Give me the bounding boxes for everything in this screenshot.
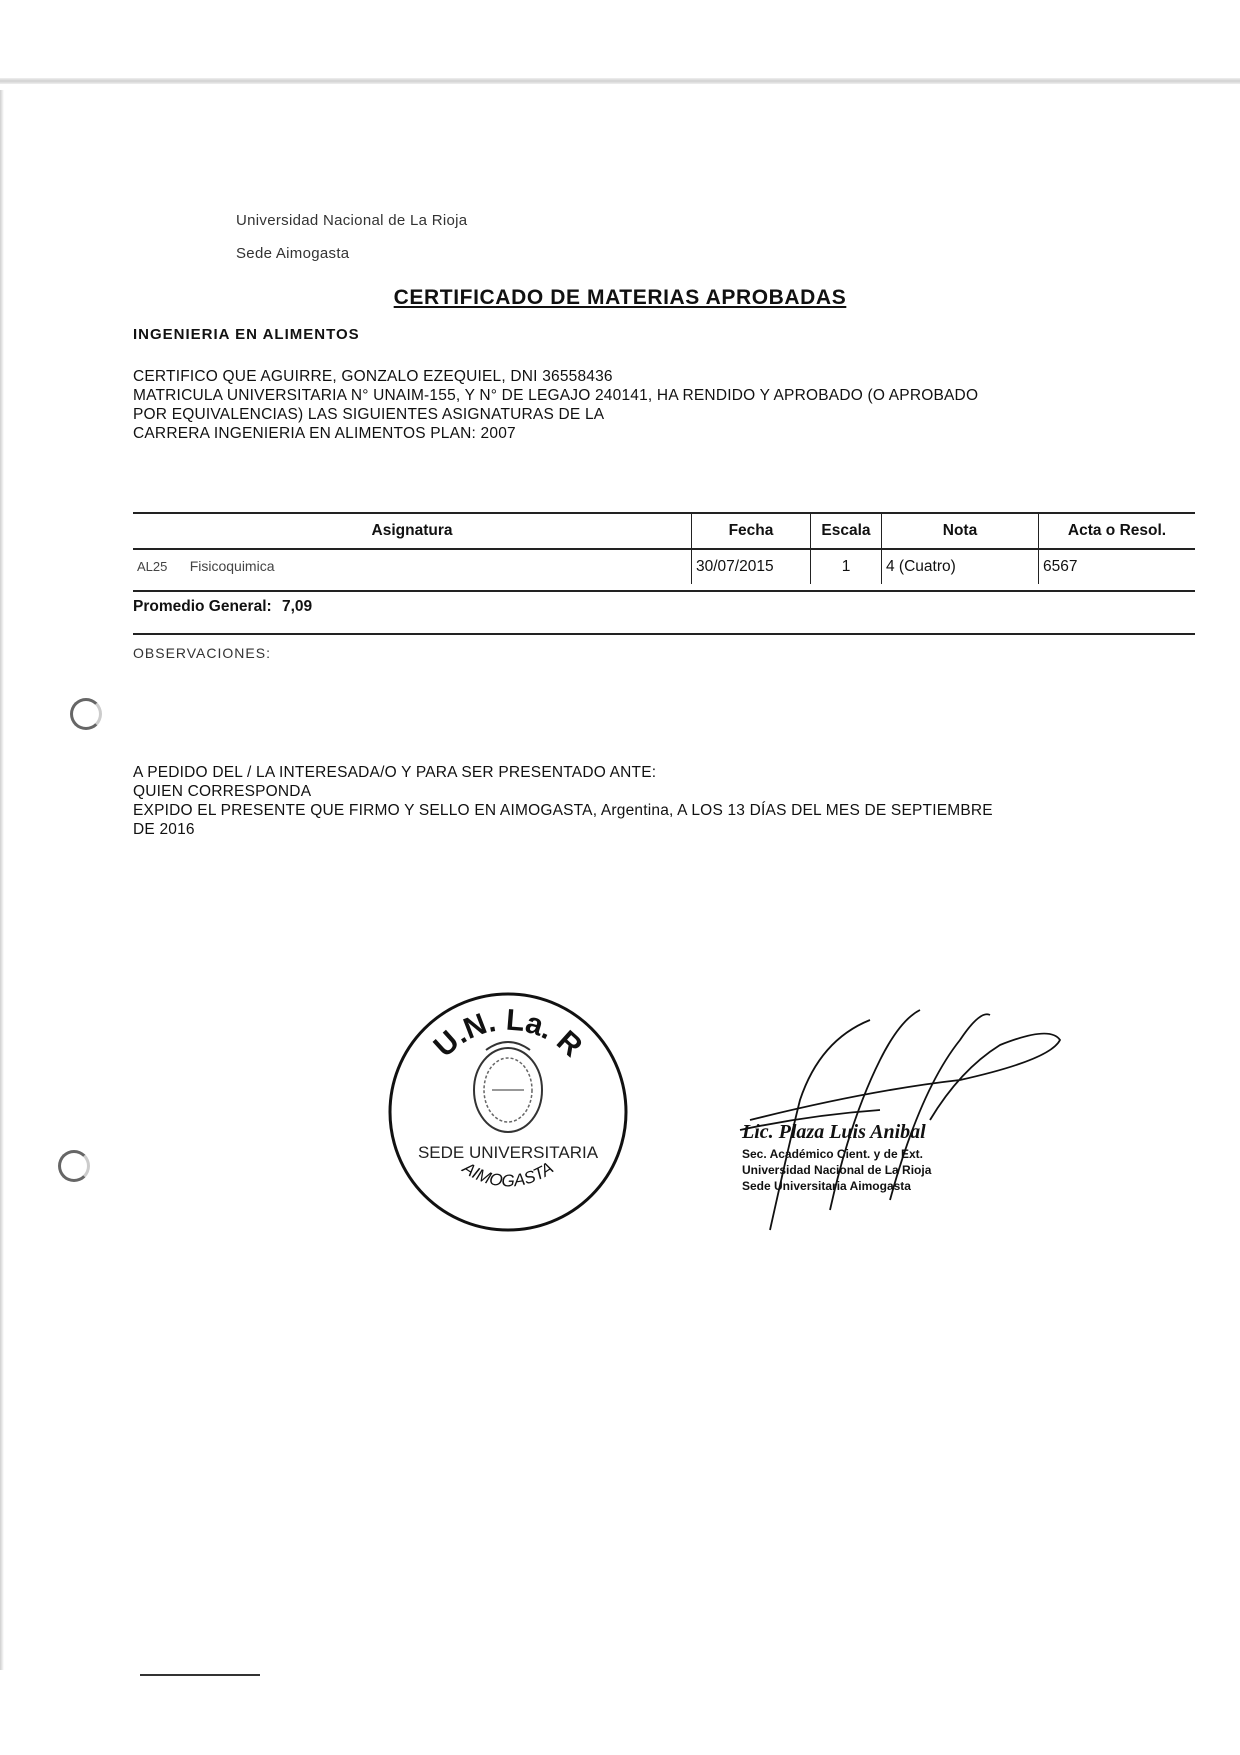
promedio-rule — [133, 633, 1195, 635]
escala-cell: 1 — [811, 549, 882, 584]
closing-line: DE 2016 — [133, 821, 195, 838]
signature-name: Lic. Plaza Luis Anibal — [742, 1121, 926, 1143]
observaciones-label: OBSERVACIONES: — [133, 645, 271, 661]
document-title: CERTIFICADO DE MATERIAS APROBADAS — [393, 286, 847, 309]
subject-name: Fisicoquimica — [189, 558, 275, 574]
table-bottom-rule — [133, 590, 1195, 592]
scan-left-edge — [0, 90, 4, 1670]
certification-line: CARRERA INGENIERIA EN ALIMENTOS PLAN: 2007 — [133, 425, 516, 442]
header-escala: Escala — [811, 513, 882, 549]
header-nota: Nota — [882, 513, 1039, 549]
certification-text — [133, 367, 978, 443]
subject-code: AL25 — [137, 559, 168, 574]
subject-cell — [133, 549, 692, 584]
certification-line: MATRICULA UNIVERSITARIA N° UNAIM-155, Y N° DE LEGAJO 240141, HA RENDIDO Y APROBADO (O APROBADO — [133, 387, 979, 404]
certification-line: CERTIFICO QUE AGUIRRE, GONZALO EZEQUIEL, DNI 36558436 — [133, 368, 613, 385]
certification-line: POR EQUIVALENCIAS) LAS SIGUIENTES ASIGNATURAS DE LA — [133, 406, 605, 423]
promedio-value: 7,09 — [282, 598, 313, 615]
seal-middle-text: SEDE UNIVERSITARIA — [417, 1143, 599, 1162]
coat-of-arms-icon — [474, 1042, 542, 1132]
university-seal — [386, 990, 630, 1234]
grades-table — [133, 512, 1195, 584]
closing-text — [133, 763, 993, 839]
seal-top-text: U.N. La. R — [427, 1003, 589, 1064]
promedio-label: Promedio General: — [133, 598, 272, 615]
header-asignatura: Asignatura — [133, 513, 692, 549]
handwritten-signature-icon — [740, 1010, 1060, 1230]
university-name: Universidad Nacional de La Rioja — [236, 212, 468, 229]
closing-line: QUIEN CORRESPONDA — [133, 783, 312, 800]
acta-cell: 6567 — [1039, 549, 1196, 584]
header-acta: Acta o Resol. — [1039, 513, 1196, 549]
binder-hole-top — [70, 698, 102, 730]
signature-line-3: Sede Universitaria Aimogasta — [742, 1179, 911, 1193]
promedio-general — [133, 598, 312, 616]
nota-cell: 4 (Cuatro) — [882, 549, 1039, 584]
seal-bottom-text: AIMOGASTA — [459, 1158, 557, 1191]
table-row — [133, 549, 1195, 584]
signature — [730, 1000, 1090, 1240]
binder-hole-bottom — [58, 1150, 90, 1182]
career-name: INGENIERIA EN ALIMENTOS — [133, 326, 360, 343]
table-header-row — [133, 513, 1195, 549]
closing-line: A PEDIDO DEL / LA INTERESADA/O Y PARA SER PRESENTADO ANTE: — [133, 764, 657, 781]
sede-name: Sede Aimogasta — [236, 245, 350, 262]
closing-line: EXPIDO EL PRESENTE QUE FIRMO Y SELLO EN AIMOGASTA, Argentina, A LOS 13 DÍAS DEL MES DE SEPTIEMBRE — [133, 802, 993, 819]
fecha-cell: 30/07/2015 — [692, 549, 811, 584]
footer-rule — [140, 1674, 260, 1676]
signature-line-2: Universidad Nacional de La Rioja — [742, 1163, 932, 1177]
signature-line-1: Sec. Académico Cient. y de Ext. — [742, 1147, 923, 1161]
header-fecha: Fecha — [692, 513, 811, 549]
scan-top-edge — [0, 78, 1240, 84]
